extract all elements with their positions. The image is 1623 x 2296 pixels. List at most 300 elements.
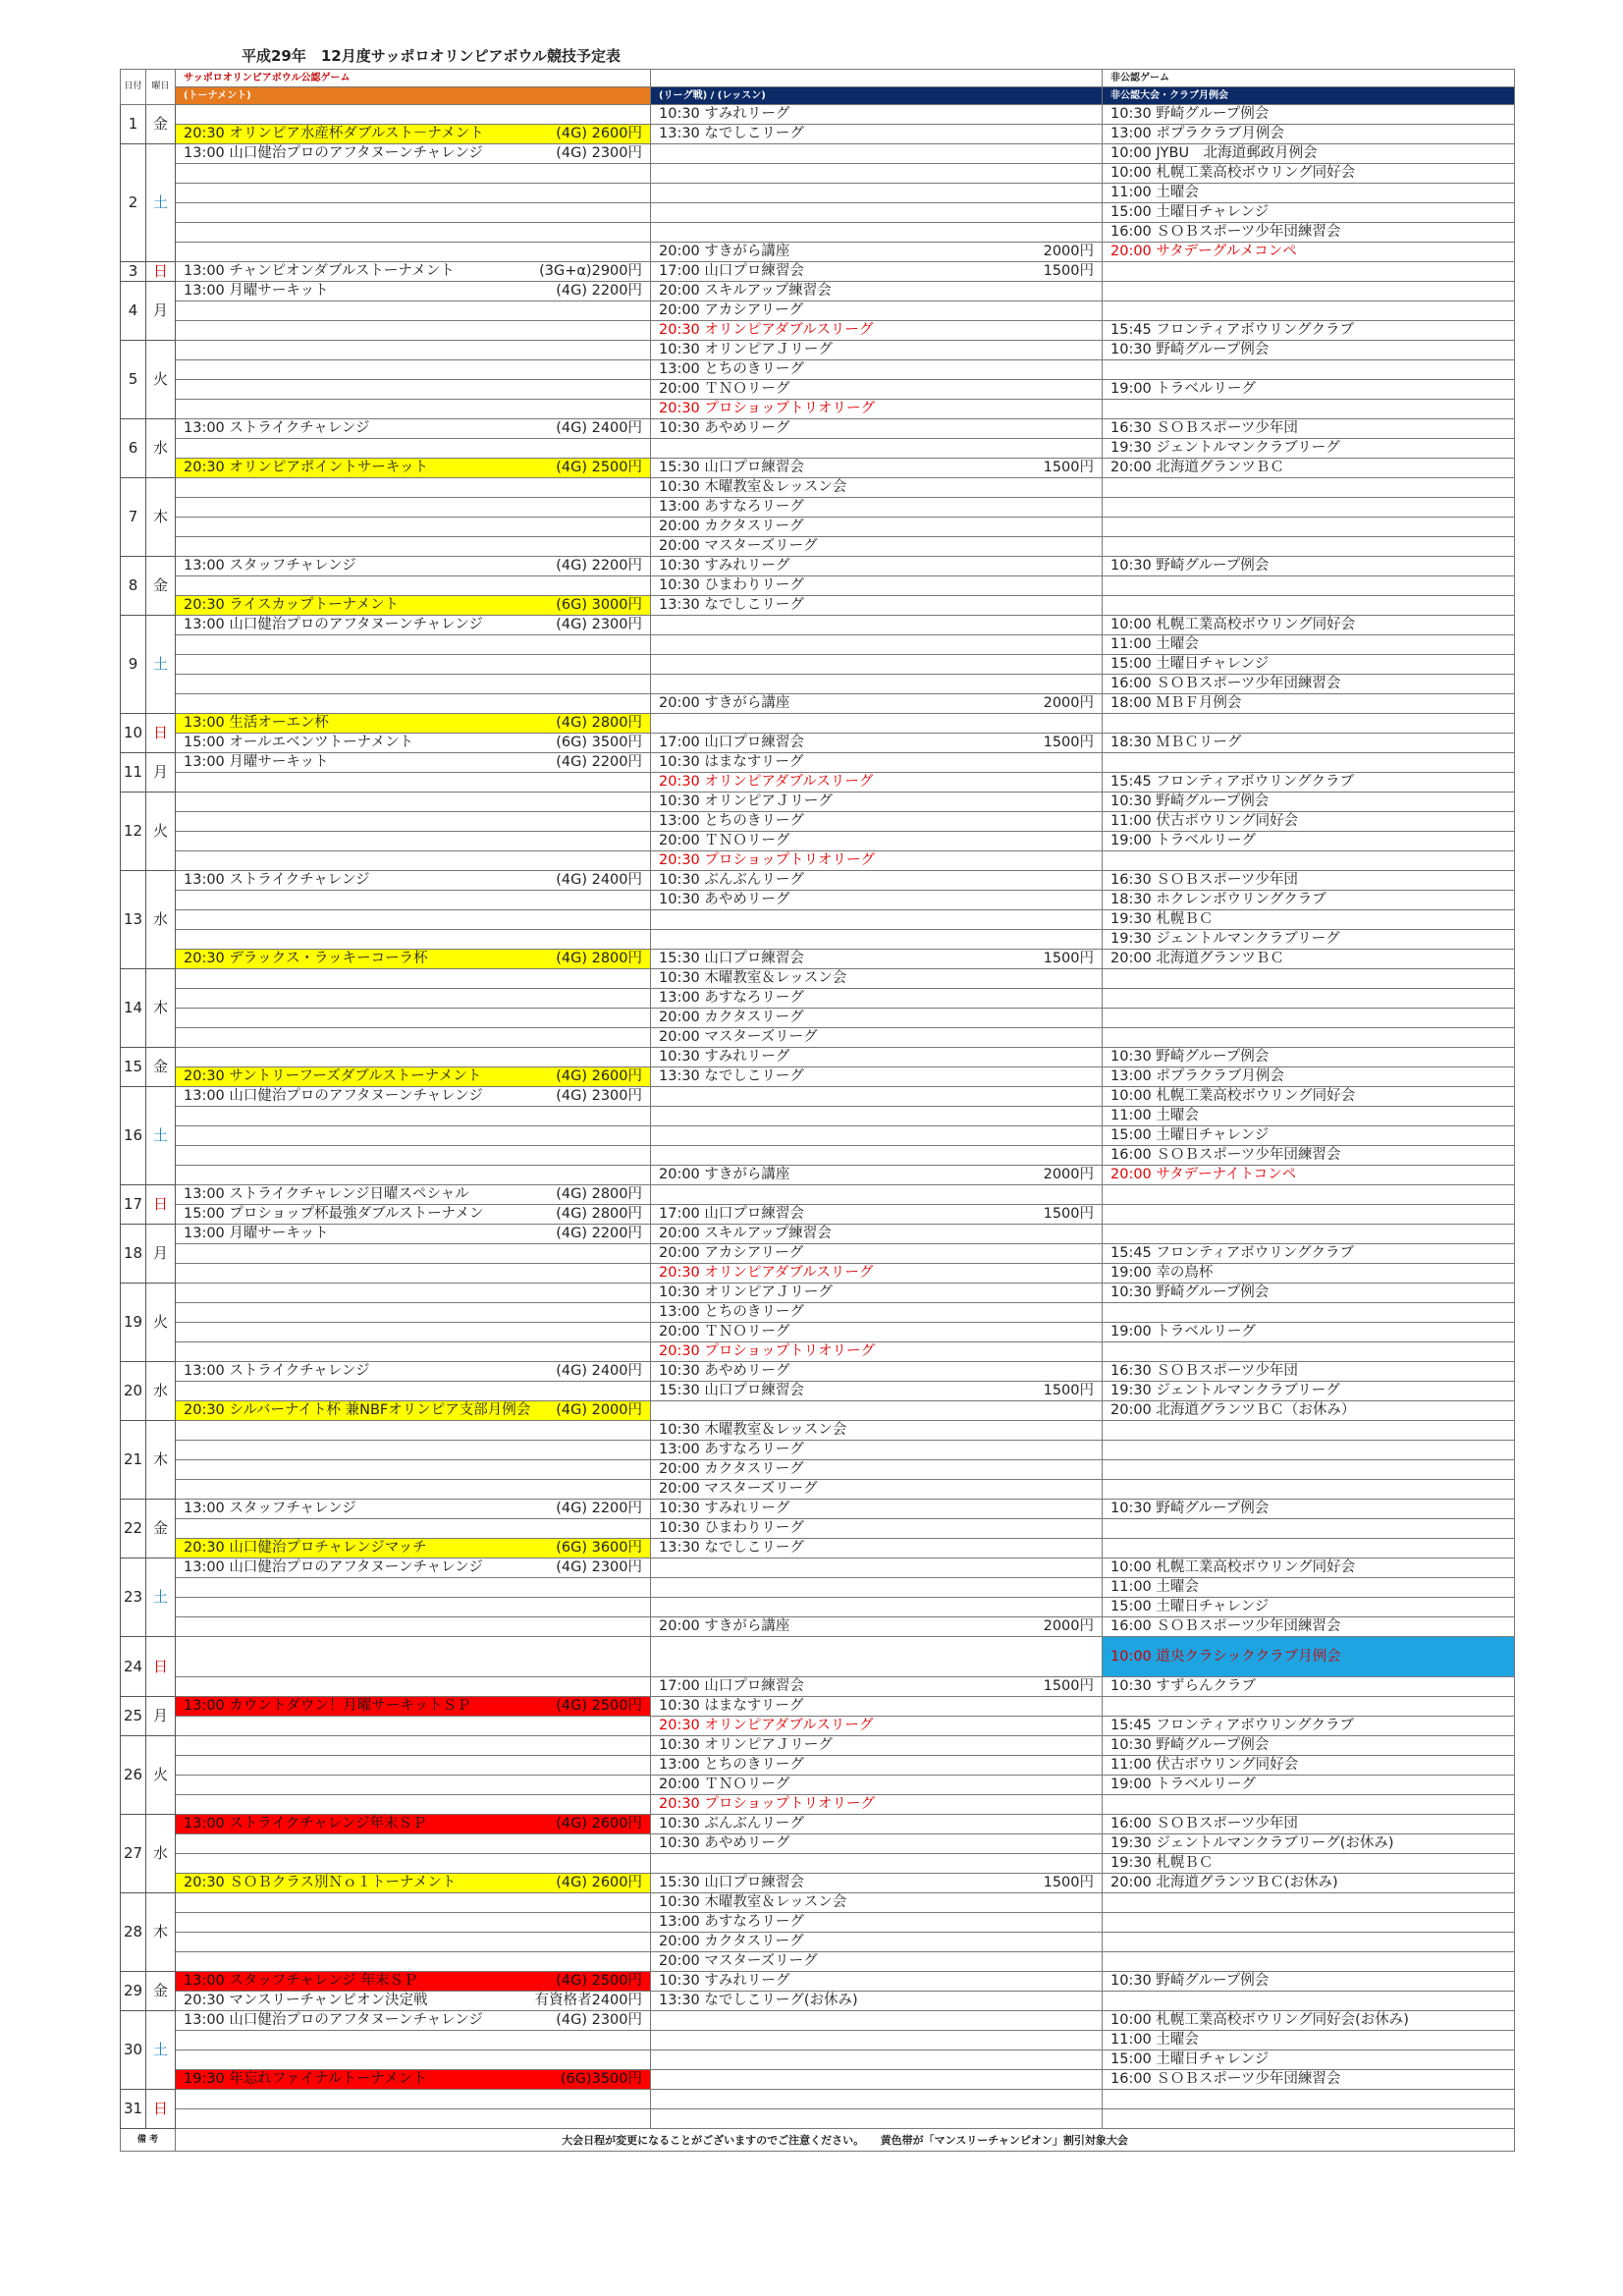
tournament-cell <box>176 203 651 223</box>
tournament-cell <box>176 459 651 478</box>
club-cell: 16:30 ＳＯＢスポーツ少年団 <box>1103 419 1515 439</box>
club-cell: 10:00 道央クラシッククラブ月例会 <box>1103 1637 1515 1677</box>
club-cell: 16:30 ＳＯＢスポーツ少年団 <box>1103 871 1515 891</box>
club-label: 非公認大会・クラブ月例会 <box>1103 87 1515 105</box>
league-cell <box>651 1756 1103 1776</box>
league-price: 1500円 <box>1043 1206 1094 1222</box>
schedule-row <box>121 1166 1515 1185</box>
league-cell <box>651 1952 1103 1972</box>
tournament-cell <box>176 1893 651 1913</box>
league-name: 20:00 ＴＮＯリーグ <box>659 833 790 848</box>
tournament-name: 13:00 チャンピオンダブルストーナメント <box>184 263 455 279</box>
league-cell <box>651 400 1103 419</box>
club-cell <box>1103 1185 1515 1205</box>
league-cell <box>651 2070 1103 2090</box>
schedule-row <box>121 2109 1515 2129</box>
club-cell <box>1103 1460 1515 1480</box>
tournament-price: (4G) 2800円 <box>556 1206 642 1222</box>
league-price: 1500円 <box>1043 1383 1094 1398</box>
club-cell: 10:00 札幌工業高校ボウリング同好会 <box>1103 616 1515 635</box>
day-cell: 27 <box>121 1815 146 1893</box>
tournament-name: 20:30 ＳＯＢクラス別Ｎｏ１トーナメント <box>184 1875 457 1890</box>
league-cell <box>651 1972 1103 1992</box>
day-cell: 19 <box>121 1284 146 1362</box>
tournament-price: (4G) 2600円 <box>556 1816 642 1831</box>
league-name: 10:30 すみれリーグ <box>659 106 790 122</box>
tournament-cell <box>176 1519 651 1539</box>
tournament-cell <box>176 498 651 518</box>
weekday-cell: 土 <box>146 144 176 262</box>
league-name: 10:30 はまなすリーグ <box>659 1698 804 1714</box>
schedule-row <box>121 341 1515 360</box>
weekday-cell: 水 <box>146 871 176 969</box>
day-cell: 21 <box>121 1421 146 1500</box>
tournament-cell <box>176 1913 651 1933</box>
weekday-cell: 土 <box>146 616 176 714</box>
tournament-cell <box>176 1303 651 1323</box>
schedule-row <box>121 694 1515 714</box>
schedule-row <box>121 478 1515 498</box>
league-name: 20:00 マスターズリーグ <box>659 1029 818 1045</box>
tournament-price: (4G) 2600円 <box>556 126 642 141</box>
tournament-cell <box>176 478 651 498</box>
club-cell: 13:00 ポプラクラブ月例会 <box>1103 125 1515 144</box>
league-name: 13:00 とちのきリーグ <box>659 1304 804 1320</box>
tournament-cell <box>176 144 651 164</box>
tournament-cell <box>176 1578 651 1598</box>
club-cell: 20:00 北海道グランツＢＣ <box>1103 950 1515 969</box>
tournament-price: (4G) 2800円 <box>556 951 642 966</box>
schedule-row <box>121 321 1515 341</box>
tournament-name: 13:00 山口健治プロのアフタヌーンチャレンジ <box>184 617 483 632</box>
league-name: 10:30 木曜教室＆レッスン会 <box>659 479 847 495</box>
league-cell <box>651 930 1103 950</box>
league-cell <box>651 1244 1103 1264</box>
tournament-cell <box>176 125 651 144</box>
tournament-cell <box>176 1815 651 1834</box>
schedule-row <box>121 734 1515 753</box>
club-cell: 19:00 トラベルリーグ <box>1103 1776 1515 1795</box>
schedule-row <box>121 2050 1515 2070</box>
tournament-price: (4G) 2200円 <box>556 754 642 770</box>
league-name: 13:00 とちのきリーグ <box>659 1757 804 1773</box>
tournament-cell <box>176 1637 651 1677</box>
club-cell: 11:00 土曜会 <box>1103 184 1515 203</box>
tournament-cell <box>176 1264 651 1284</box>
schedule-row <box>121 930 1515 950</box>
league-cell <box>651 2090 1103 2109</box>
league-name: 13:00 あすなろリーグ <box>659 1442 804 1457</box>
schedule-row <box>121 969 1515 989</box>
weekday-cell: 日 <box>146 262 176 282</box>
league-cell <box>651 1677 1103 1697</box>
tournament-cell <box>176 1244 651 1264</box>
club-cell: 11:00 土曜会 <box>1103 1578 1515 1598</box>
league-cell <box>651 1893 1103 1913</box>
league-price: 2000円 <box>1043 1618 1094 1634</box>
schedule-row <box>121 655 1515 675</box>
league-cell <box>651 871 1103 891</box>
tournament-cell <box>176 400 651 419</box>
league-cell <box>651 969 1103 989</box>
club-cell: 16:00 ＳＯＢスポーツ少年団練習会 <box>1103 675 1515 694</box>
tournament-cell <box>176 1480 651 1500</box>
schedule-row <box>121 1637 1515 1677</box>
schedule-row <box>121 184 1515 203</box>
league-cell <box>651 1362 1103 1382</box>
tournament-cell <box>176 969 651 989</box>
league-name: 10:30 あやめリーグ <box>659 1835 790 1851</box>
tournament-name: 13:00 ストライクチャレンジ <box>184 1363 370 1379</box>
club-cell <box>1103 2090 1515 2109</box>
club-cell <box>1103 1795 1515 1815</box>
tournament-name: 13:00 カウントダウン！月曜サーキットＳＰ <box>184 1698 471 1714</box>
tournament-cell <box>176 1107 651 1126</box>
league-cell <box>651 1637 1103 1677</box>
tournament-cell <box>176 262 651 282</box>
tournament-cell <box>176 2050 651 2070</box>
schedule-row <box>121 557 1515 576</box>
weekday-cell: 月 <box>146 282 176 341</box>
schedule-row <box>121 1677 1515 1697</box>
schedule-row <box>121 1992 1515 2011</box>
schedule-row <box>121 1028 1515 1048</box>
club-cell: 15:00 土曜日チャレンジ <box>1103 2050 1515 2070</box>
schedule-row <box>121 616 1515 635</box>
league-cell <box>651 1382 1103 1401</box>
tournament-name: 20:30 シルバーナイト杯 兼NBFオリンピア支部月例会 <box>184 1402 531 1418</box>
schedule-row <box>121 989 1515 1009</box>
league-cell <box>651 1342 1103 1362</box>
schedule-row <box>121 851 1515 871</box>
schedule-row <box>121 164 1515 184</box>
tournament-name: 20:30 サントリーフーズダブルストーナメント <box>184 1068 482 1084</box>
league-cell <box>651 203 1103 223</box>
club-cell: 16:00 ＳＯＢスポーツ少年団練習会 <box>1103 1617 1515 1637</box>
league-cell <box>651 341 1103 360</box>
league-cell <box>651 1834 1103 1854</box>
schedule-row <box>121 2031 1515 2050</box>
league-cell <box>651 380 1103 400</box>
club-cell: 20:00 サタデーナイトコンペ <box>1103 1166 1515 1185</box>
tournament-price: (4G) 2600円 <box>556 1875 642 1890</box>
schedule-row <box>121 714 1515 734</box>
schedule-row <box>121 1717 1515 1736</box>
club-cell: 10:00 札幌工業高校ボウリング同好会 <box>1103 164 1515 184</box>
tournament-cell <box>176 439 651 459</box>
club-cell: 11:00 土曜会 <box>1103 1107 1515 1126</box>
club-cell: 19:30 ジェントルマンクラブリーグ(お休み) <box>1103 1834 1515 1854</box>
tournament-cell <box>176 1009 651 1028</box>
tournament-cell <box>176 930 651 950</box>
tournament-cell <box>176 1834 651 1854</box>
schedule-row <box>121 635 1515 655</box>
tournament-cell <box>176 2070 651 2090</box>
club-cell: 18:30 ホクレンボウリングクラブ <box>1103 891 1515 910</box>
schedule-row <box>121 596 1515 616</box>
tournament-price: (4G) 2000円 <box>556 1402 642 1418</box>
club-cell: 16:00 ＳＯＢスポーツ少年団練習会 <box>1103 2070 1515 2090</box>
club-cell: 11:00 土曜会 <box>1103 2031 1515 2050</box>
club-cell: 11:00 土曜会 <box>1103 635 1515 655</box>
tournament-cell <box>176 1342 651 1362</box>
tournament-cell <box>176 753 651 773</box>
tournament-cell <box>176 1992 651 2011</box>
league-cell <box>651 1303 1103 1323</box>
league-cell <box>651 1126 1103 1146</box>
tournament-name: 20:30 山口健治プロチャレンジマッチ <box>184 1540 427 1556</box>
schedule-row <box>121 1048 1515 1067</box>
league-cell <box>651 321 1103 341</box>
day-cell: 7 <box>121 478 146 557</box>
league-name: 10:30 ひまわりリーグ <box>659 1520 804 1536</box>
league-name: 10:30 ぶんぶんリーグ <box>659 872 804 888</box>
schedule-row <box>121 675 1515 694</box>
weekday-cell: 金 <box>146 105 176 144</box>
club-cell: 19:00 トラベルリーグ <box>1103 1323 1515 1342</box>
schedule-row <box>121 301 1515 321</box>
tournament-price: (4G) 2400円 <box>556 420 642 436</box>
club-cell: 19:30 ジェントルマンクラブリーグ <box>1103 439 1515 459</box>
club-cell: 10:30 野崎グループ例会 <box>1103 1048 1515 1067</box>
header-row-2 <box>121 87 1515 105</box>
tournament-name: 13:00 月曜サーキット <box>184 283 329 299</box>
day-cell: 10 <box>121 714 146 753</box>
day-cell: 30 <box>121 2011 146 2090</box>
schedule-row <box>121 1264 1515 1284</box>
club-cell: 19:30 札幌ＢＣ <box>1103 910 1515 930</box>
tournament-cell <box>176 1048 651 1067</box>
schedule-table <box>120 69 1515 2152</box>
weekday-cell: 水 <box>146 1362 176 1421</box>
tournament-cell <box>176 184 651 203</box>
club-cell: 10:30 野崎グループ例会 <box>1103 793 1515 812</box>
tournament-cell <box>176 223 651 243</box>
league-name: 10:30 すみれリーグ <box>659 558 790 574</box>
tournament-cell <box>176 1284 651 1303</box>
league-cell <box>651 1736 1103 1756</box>
tournament-price: 有資格者2400円 <box>534 1993 642 2008</box>
league-cell <box>651 1067 1103 1087</box>
tournament-name: 20:30 オリンピア水産杯ダブルスト－ナメント <box>184 126 484 141</box>
tournament-cell <box>176 910 651 930</box>
club-cell: 10:30 野崎グループ例会 <box>1103 557 1515 576</box>
league-name: 13:00 とちのきリーグ <box>659 361 804 377</box>
schedule-row <box>121 2070 1515 2090</box>
schedule-row <box>121 243 1515 262</box>
tournament-cell <box>176 871 651 891</box>
tournament-price: (4G) 2300円 <box>556 1088 642 1104</box>
tournament-cell <box>176 2031 651 2050</box>
league-cell <box>651 1009 1103 1028</box>
league-name: 17:00 山口プロ練習会 <box>659 263 804 279</box>
schedule-row <box>121 1972 1515 1992</box>
league-cell <box>651 1854 1103 1874</box>
league-cell <box>651 459 1103 478</box>
schedule-row <box>121 910 1515 930</box>
day-cell: 13 <box>121 871 146 969</box>
unofficial-label: 非公認ゲーム <box>1103 70 1515 87</box>
club-cell: 10:00 札幌工業高校ボウリング同好会(お休み) <box>1103 2011 1515 2031</box>
schedule-row <box>121 1617 1515 1637</box>
league-name: 20:00 マスターズリーグ <box>659 1481 818 1497</box>
league-name: 20:30 プロショップトリオリーグ <box>659 401 875 416</box>
tournament-cell <box>176 1776 651 1795</box>
club-cell <box>1103 2109 1515 2129</box>
schedule-row <box>121 1578 1515 1598</box>
tournament-price: (4G) 2600円 <box>556 1068 642 1084</box>
schedule-row <box>121 1362 1515 1382</box>
league-cell <box>651 1874 1103 1893</box>
schedule-row <box>121 459 1515 478</box>
league-name: 20:00 マスターズリーグ <box>659 1953 818 1969</box>
league-name: 13:00 とちのきリーグ <box>659 813 804 829</box>
league-cell <box>651 360 1103 380</box>
tournament-cell <box>176 734 651 753</box>
schedule-row <box>121 498 1515 518</box>
tournament-cell <box>176 301 651 321</box>
league-cell <box>651 1795 1103 1815</box>
league-cell <box>651 891 1103 910</box>
tournament-cell <box>176 851 651 871</box>
schedule-row <box>121 1952 1515 1972</box>
league-name: 20:30 オリンピアダブルスリーグ <box>659 1718 874 1733</box>
league-cell <box>651 1460 1103 1480</box>
weekday-cell: 木 <box>146 1893 176 1972</box>
weekday-cell: 金 <box>146 1500 176 1558</box>
league-cell <box>651 498 1103 518</box>
schedule-row <box>121 1107 1515 1126</box>
tournament-name: 13:00 スタッフチャレンジ 年末ＳＰ <box>184 1973 418 1989</box>
tournament-cell <box>176 576 651 596</box>
league-price: 1500円 <box>1043 1875 1094 1890</box>
day-cell: 5 <box>121 341 146 419</box>
weekday-cell: 日 <box>146 1185 176 1225</box>
league-cell <box>651 1617 1103 1637</box>
club-cell: 10:30 野崎グループ例会 <box>1103 1500 1515 1519</box>
tournament-cell <box>176 1225 651 1244</box>
weekday-cell: 日 <box>146 714 176 753</box>
league-cell <box>651 1421 1103 1441</box>
schedule-row <box>121 1382 1515 1401</box>
day-cell: 16 <box>121 1087 146 1185</box>
tournament-cell <box>176 419 651 439</box>
tournament-price: (4G) 2200円 <box>556 1226 642 1241</box>
schedule-row <box>121 793 1515 812</box>
schedule-row <box>121 360 1515 380</box>
club-cell <box>1103 262 1515 282</box>
weekday-cell: 土 <box>146 1558 176 1637</box>
club-cell <box>1103 1913 1515 1933</box>
club-cell: 15:45 フロンティアボウリングクラブ <box>1103 773 1515 793</box>
tournament-price: (6G) 3500円 <box>556 735 642 750</box>
weekday-cell: 土 <box>146 2011 176 2090</box>
league-cell <box>651 2050 1103 2070</box>
official-label: サッポロオリンピアボウル公認ゲーム <box>176 70 651 87</box>
tournament-price: (4G) 2300円 <box>556 1559 642 1575</box>
schedule-row <box>121 1756 1515 1776</box>
tournament-name: 20:30 オリンピアポイントサーキット <box>184 460 429 475</box>
club-cell: 20:00 北海道グランツＢＣ（お休み） <box>1103 1401 1515 1421</box>
league-cell <box>651 1500 1103 1519</box>
day-cell: 24 <box>121 1637 146 1697</box>
league-name: 10:30 ひまわりリーグ <box>659 577 804 593</box>
tournament-name: 13:00 生活オーエン杯 <box>184 715 329 731</box>
club-cell: 16:00 ＳＯＢスポーツ少年団練習会 <box>1103 1146 1515 1166</box>
schedule-row <box>121 439 1515 459</box>
tournament-cell <box>176 1441 651 1460</box>
league-name: 20:00 すきがら講座 <box>659 244 790 259</box>
tournament-cell <box>176 2109 651 2129</box>
tournament-price: (6G)3500円 <box>560 2071 642 2087</box>
schedule-row <box>121 773 1515 793</box>
tournament-cell <box>176 380 651 400</box>
league-cell <box>651 1028 1103 1048</box>
club-cell: 19:00 トラベルリーグ <box>1103 832 1515 851</box>
club-cell <box>1103 1205 1515 1225</box>
tournament-cell <box>176 105 651 125</box>
weekday-cell: 木 <box>146 478 176 557</box>
schedule-row <box>121 1480 1515 1500</box>
header-row-1 <box>121 70 1515 87</box>
club-cell: 15:00 土曜日チャレンジ <box>1103 1126 1515 1146</box>
tournament-price: (4G) 2500円 <box>556 1698 642 1714</box>
schedule-row <box>121 1500 1515 1519</box>
tournament-cell <box>176 1972 651 1992</box>
weekday-cell: 水 <box>146 1815 176 1893</box>
tournament-cell <box>176 1166 651 1185</box>
league-name: 10:30 あやめリーグ <box>659 420 790 436</box>
tournament-name: 13:00 月曜サーキット <box>184 1226 329 1241</box>
tournament-cell <box>176 832 651 851</box>
league-price: 1500円 <box>1043 735 1094 750</box>
schedule-row <box>121 832 1515 851</box>
schedule-row <box>121 1067 1515 1087</box>
schedule-row <box>121 223 1515 243</box>
league-name: 20:30 オリンピアダブルスリーグ <box>659 774 874 790</box>
schedule-row <box>121 1598 1515 1617</box>
day-cell: 22 <box>121 1500 146 1558</box>
league-cell <box>651 1225 1103 1244</box>
league-cell <box>651 518 1103 537</box>
tournament-cell <box>176 812 651 832</box>
league-price: 1500円 <box>1043 1678 1094 1694</box>
league-price: 2000円 <box>1043 695 1094 711</box>
weekday-cell: 金 <box>146 557 176 616</box>
club-cell: 16:00 ＳＯＢスポーツ少年団 <box>1103 1815 1515 1834</box>
club-cell: 10:00 JYBU 北海道郵政月例会 <box>1103 144 1515 164</box>
league-cell <box>651 714 1103 734</box>
schedule-row <box>121 125 1515 144</box>
schedule-row <box>121 871 1515 891</box>
club-cell: 15:00 土曜日チャレンジ <box>1103 655 1515 675</box>
league-price: 2000円 <box>1043 244 1094 259</box>
schedule-row <box>121 812 1515 832</box>
weekday-cell: 火 <box>146 1284 176 1362</box>
league-cell <box>651 1185 1103 1205</box>
league-cell <box>651 635 1103 655</box>
club-cell <box>1103 1009 1515 1028</box>
club-cell: 11:00 伏古ボウリング同好会 <box>1103 812 1515 832</box>
tournament-name: 13:00 ストライクチャレンジ <box>184 420 370 436</box>
schedule-row <box>121 1342 1515 1362</box>
league-cell <box>651 2031 1103 2050</box>
tournament-name: 19:30 年忘れファイナルトーナメント <box>184 2071 427 2087</box>
league-name: 10:30 オリンピアＪリーグ <box>659 342 833 357</box>
club-cell: 11:00 伏古ボウリング同好会 <box>1103 1756 1515 1776</box>
tournament-cell <box>176 341 651 360</box>
club-cell: 19:00 幸の鳥杯 <box>1103 1264 1515 1284</box>
